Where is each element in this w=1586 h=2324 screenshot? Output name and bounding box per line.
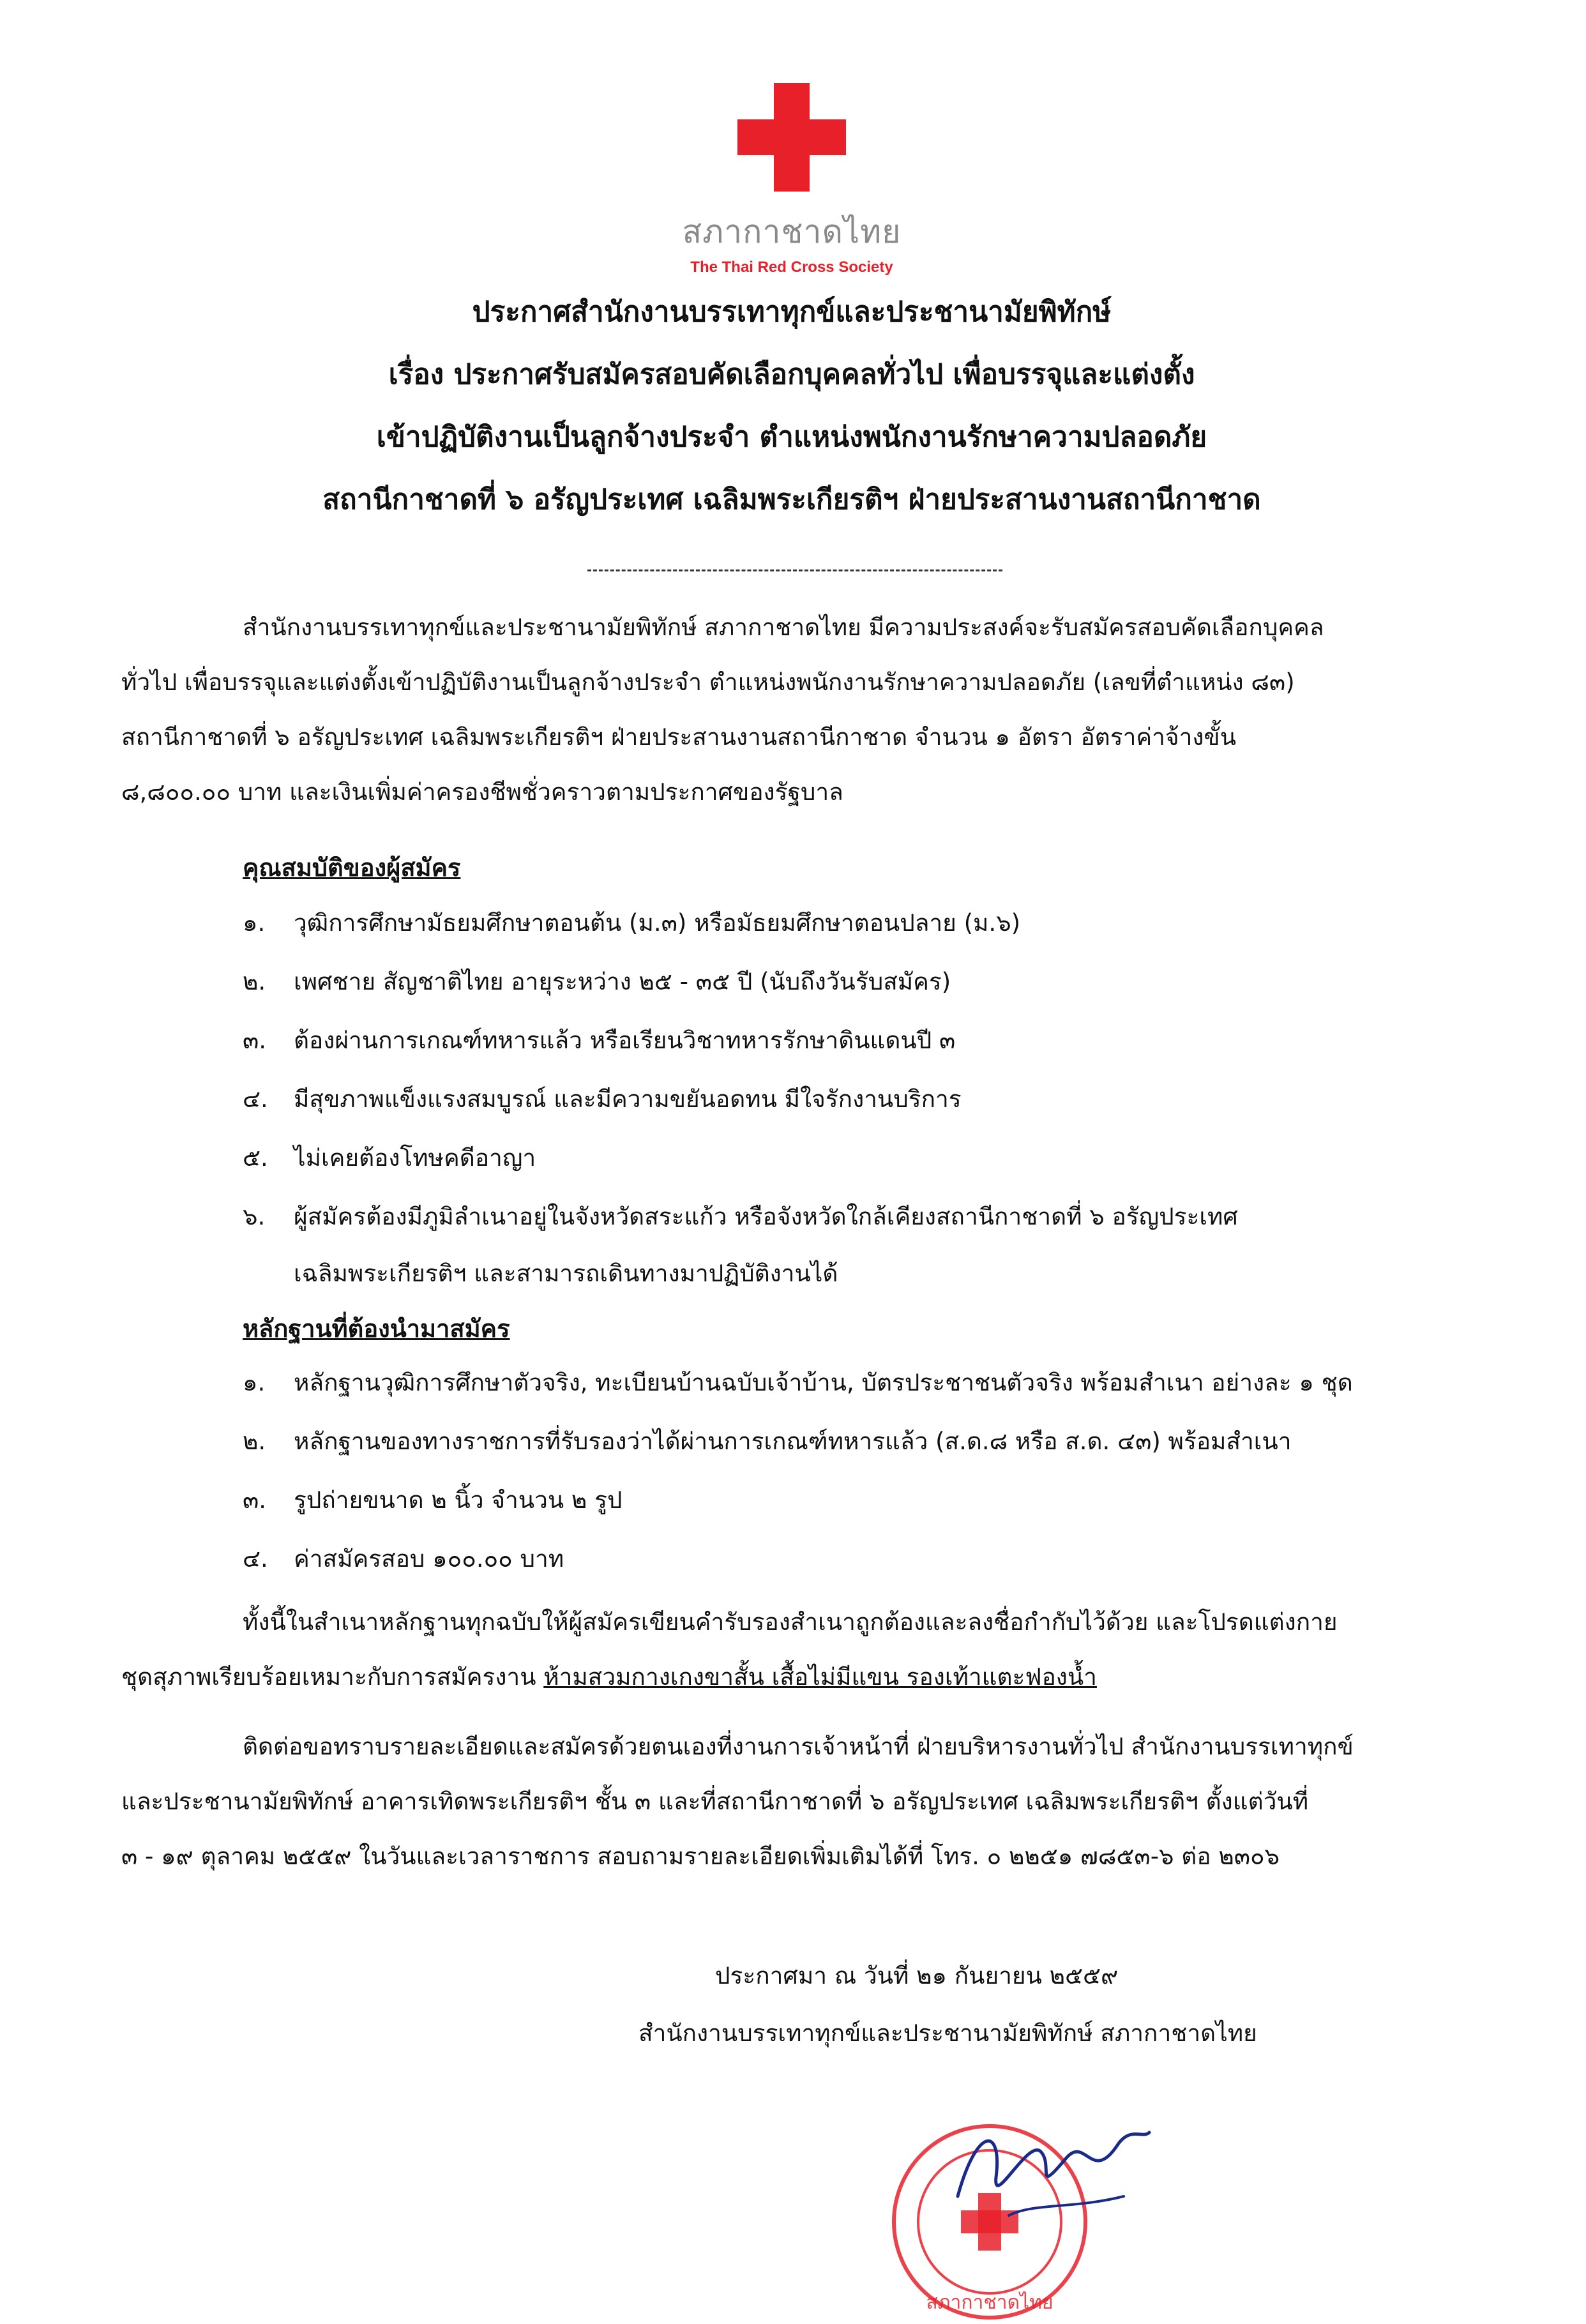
list-item [243, 1412, 1494, 1471]
item-text: ค่าสมัครสอบ ๑๐๐.๐๐ บาท [294, 1545, 564, 1573]
item-text: เพศชาย สัญชาติไทย อายุระหว่าง ๒๕ - ๓๕ ปี (นับถึงวันรับสมัคร) [294, 968, 951, 995]
list-item [243, 1471, 1494, 1530]
header-line-4: สถานีกาชาดที่ ๖ อรัญประเทศ เฉลิมพระเกียรติฯ ฝ่ายประสานงานสถานีกาชาด [322, 483, 1261, 516]
dress-code-warning: ห้ามสวมกางเกงขาสั้น เสื้อไม่มีแขน รองเท้าแตะฟองน้ำ [543, 1663, 1097, 1691]
item-text: รูปถ่ายขนาด ๒ นิ้ว จำนวน ๒ รูป [294, 1486, 623, 1514]
item-number: ๑. [243, 909, 266, 937]
item-number: ๒. [243, 968, 266, 995]
contact-line-2: และประชานามัยพิทักษ์ อาคารเทิดพระเกียรติฯ ชั้น ๓ และที่สถานีกาชาดที่ ๖ อรัญประเทศ เฉลิมพระเกียรติฯ ตั้งแต่วันที่ [121, 1788, 1309, 1815]
list-item [243, 1354, 1494, 1412]
qualifications-list [243, 894, 1494, 1301]
announcement-date: ประกาศมา ณ วันที่ ๒๑ กันยายน ๒๕๕๙ [715, 1962, 1119, 1989]
intro-paragraph [121, 600, 1481, 820]
item-6-continuation: เฉลิมพระเกียรติฯ และสามารถเดินทางมาปฏิบัติงานได้ [294, 1260, 838, 1287]
qualifications-title: คุณสมบัติของผู้สมัคร [243, 854, 461, 882]
svg-text:สภากาชาดไทย: สภากาชาดไทย [926, 2291, 1054, 2314]
documents-list [243, 1354, 1494, 1588]
item-number: ๓. [243, 1486, 267, 1514]
item-text: หลักฐานวุฒิการศึกษาตัวจริง, ทะเบียนบ้านฉบับเจ้าบ้าน, บัตรประชาชนตัวจริง พร้อมสำเนา อย่างละ ๑ ชุด [294, 1369, 1353, 1396]
list-item [243, 1070, 1494, 1129]
logo-english-name: The Thai Red Cross Society [690, 259, 893, 276]
header-line-3: เข้าปฏิบัติงานเป็นลูกจ้างประจำ ตำแหน่งพนักงานรักษาความปลอดภัย [376, 421, 1207, 453]
item-text: ต้องผ่านการเกณฑ์ทหารแล้ว หรือเรียนวิชาทหารรักษาดินแดนปี ๓ [294, 1027, 956, 1054]
list-item [243, 1129, 1494, 1188]
item-number: ๒. [243, 1428, 266, 1455]
item-number: ๔. [243, 1085, 268, 1113]
documents-title: หลักฐานที่ต้องนำมาสมัคร [243, 1315, 510, 1343]
item-number: ๓. [243, 1027, 267, 1054]
thai-red-cross-logo [664, 83, 919, 276]
item-number: ๔. [243, 1545, 268, 1573]
item-number: ๖. [243, 1203, 266, 1230]
item-text: ผู้สมัครต้องมีภูมิลำเนาอยู่ในจังหวัดสระแก้ว หรือจังหวัดใกล้เคียงสถานีกาชาดที่ ๖ อรัญประเทศ [294, 1203, 1238, 1230]
intro-line-2: ทั่วไป เพื่อบรรจุและแต่งตั้งเข้าปฏิบัติงานเป็นลูกจ้างประจำ ตำแหน่งพนักงานรักษาความปลอดภัย (เลขที่ตำแหน่ง ๘๓) [121, 668, 1295, 696]
issuer-name: สำนักงานบรรเทาทุกข์และประชานามัยพิทักษ์ สภากาชาดไทย [638, 2019, 1257, 2047]
note-line-2 [121, 1650, 1481, 1705]
list-item [243, 1011, 1494, 1070]
item-number: ๕. [243, 1144, 268, 1172]
announcement-header [192, 281, 1392, 531]
list-item [243, 1530, 1494, 1588]
item-text: วุฒิการศึกษามัธยมศึกษาตอนต้น (ม.๓) หรือมัธยมศึกษาตอนปลาย (ม.๖) [294, 909, 1021, 937]
logo-thai-name: สภากาชาดไทย [682, 213, 902, 250]
header-divider [587, 570, 1002, 571]
list-item [243, 894, 1494, 953]
contact-paragraph [121, 1719, 1481, 1884]
intro-line-1: สำนักงานบรรเทาทุกข์และประชานามัยพิทักษ์ สภากาชาดไทย มีความประสงค์จะรับสมัครสอบคัดเลือกบุคคล [243, 614, 1324, 641]
header-line-2: เรื่อง ประกาศรับสมัครสอบคัดเลือกบุคคลทั่วไป เพื่อบรรจุและแต่งตั้ง [388, 358, 1195, 391]
list-item [243, 1188, 1494, 1246]
header-line-1: ประกาศสำนักงานบรรเทาทุกข์และประชานามัยพิทักษ์ [472, 296, 1112, 328]
handwritten-signature [932, 2101, 1162, 2241]
red-cross-icon [737, 83, 846, 192]
list-item [243, 953, 1494, 1011]
contact-line-3: ๓ - ๑๙ ตุลาคม ๒๕๕๙ ในวันและเวลาราชการ สอบถามรายละเอียดเพิ่มเติมได้ที่ โทร. ๐ ๒๒๕๑ ๗๘๕๓-๖ ต่อ ๒๓๐๖ [121, 1843, 1280, 1870]
item-text: ไม่เคยต้องโทษคดีอาญา [294, 1144, 536, 1172]
contact-line-1: ติดต่อขอทราบรายละเอียดและสมัครด้วยตนเองที่งานการเจ้าหน้าที่ ฝ่ายบริหารงานทั่วไป สำนักงานบรรเทาทุกข์ [243, 1733, 1354, 1760]
intro-line-3: สถานีกาชาดที่ ๖ อรัญประเทศ เฉลิมพระเกียรติฯ ฝ่ายประสานงานสถานีกาชาด จำนวน ๑ อัตรา อัตราค่าจ้างขั้น [121, 723, 1236, 751]
item-text: มีสุขภาพแข็งแรงสมบูรณ์ และมีความขยันอดทน มีใจรักงานบริการ [294, 1085, 962, 1113]
item-number: ๑. [243, 1369, 266, 1396]
note-line-2-prefix: ชุดสุภาพเรียบร้อยเหมาะกับการสมัครงาน [121, 1663, 544, 1691]
note-line-1: ทั้งนี้ในสำเนาหลักฐานทุกฉบับให้ผู้สมัครเขียนคำรับรองสำเนาถูกต้องและลงชื่อกำกับไว้ด้วย และโปรดแต่งกาย [243, 1608, 1338, 1636]
item-text: หลักฐานของทางราชการที่รับรองว่าได้ผ่านการเกณฑ์ทหารแล้ว (ส.ด.๘ หรือ ส.ด. ๔๓) พร้อมสำเนา [294, 1428, 1292, 1455]
note-paragraph [121, 1595, 1481, 1705]
intro-line-4: ๘,๘๐๐.๐๐ บาท และเงินเพิ่มค่าครองชีพชั่วคราวตามประกาศของรัฐบาล [121, 778, 843, 806]
